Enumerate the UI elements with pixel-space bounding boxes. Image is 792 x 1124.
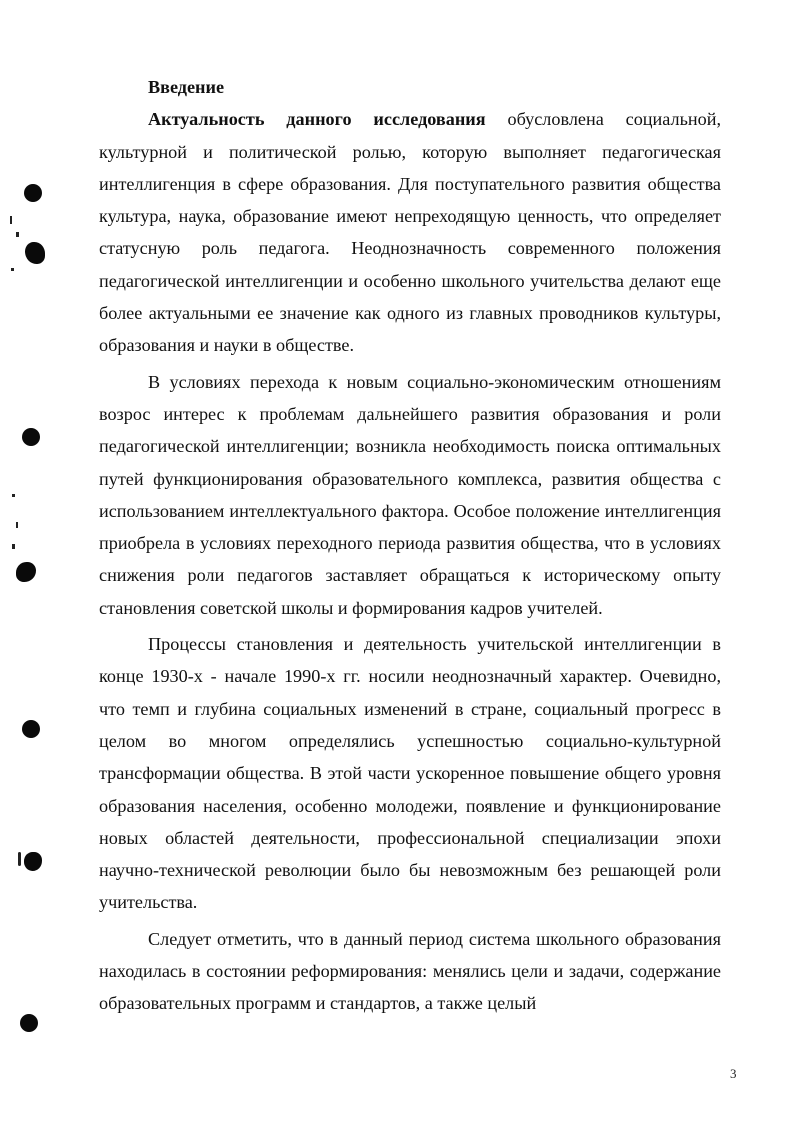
paragraph-1-text: обусловлена социальной, культурной и политической ролью, которую выполняет педагогическая интеллигенция в сфере образования. Для поступательного развития общества культура, наука, образование имеют непреходящую ценность, что определяет статусную роль педагога. Неоднозначность современного положения педагогической интеллигенции и особенно школьного учительства делают еще более актуальными ее значение как одного из главных проводников культуры, образования и науки в обществе. [99,109,721,356]
punch-hole-4 [20,1014,38,1032]
punch-hole-3 [22,720,40,738]
paragraph-2: В условиях перехода к новым социально-экономическим отношениям возрос интерес к проблемам дальнейшего развития образования и роли педагогической интеллигенции; возникла необходимость поиска оптимальных путей функционирования образовательного комплекса, развития общества с использованием интеллектуального фактора. Особое положение интеллигенция приобрела в условиях переходного периода развития общества, что в условиях снижения роли педагогов заставляет обращаться к историческому опыту становления советской школы и формирования кадров учителей. [99,371,721,618]
paragraph-3: Процессы становления и деятельность учительской интеллигенции в конце 1930-х - начале 1990-х гг. носили неоднозначный характер. Очевидно, что темп и глубина социальных изменений в стране, социальный прогресс в целом во многом определялись успешностью социально-культурной трансформации общества. В этой части ускоренное повышение общего уровня образования населения, особенно молодежи, появление и функционирование новых областей деятельности, профессиональной специализации эпохи научно-технической революции было бы невозможным без решающей роли учительства. [99,634,721,913]
punch-hole-2 [22,428,40,446]
document-body [99,71,721,1020]
ink-blot-1 [25,242,45,264]
paragraph-1-lead: Актуальность данного исследования [148,109,486,130]
section-heading: Введение [148,77,225,97]
ink-speck-5 [16,522,18,528]
ink-speck-3 [11,268,14,271]
paragraph-1 [99,103,721,361]
ink-speck-6 [12,544,15,549]
ink-blot-2 [16,562,36,582]
page-number: 3 [730,1066,737,1081]
ink-speck-7 [18,852,21,866]
ink-speck-1 [10,216,12,224]
ink-blot-3 [24,852,42,871]
ink-speck-4 [12,494,15,497]
paragraph-4: Следует отметить, что в данный период система школьного образования находилась в состоянии реформирования: менялись цели и задачи, содержание образовательных программ и стандартов, а также целый [99,928,721,1014]
punch-hole-1 [24,184,42,202]
ink-speck-2 [16,232,19,237]
